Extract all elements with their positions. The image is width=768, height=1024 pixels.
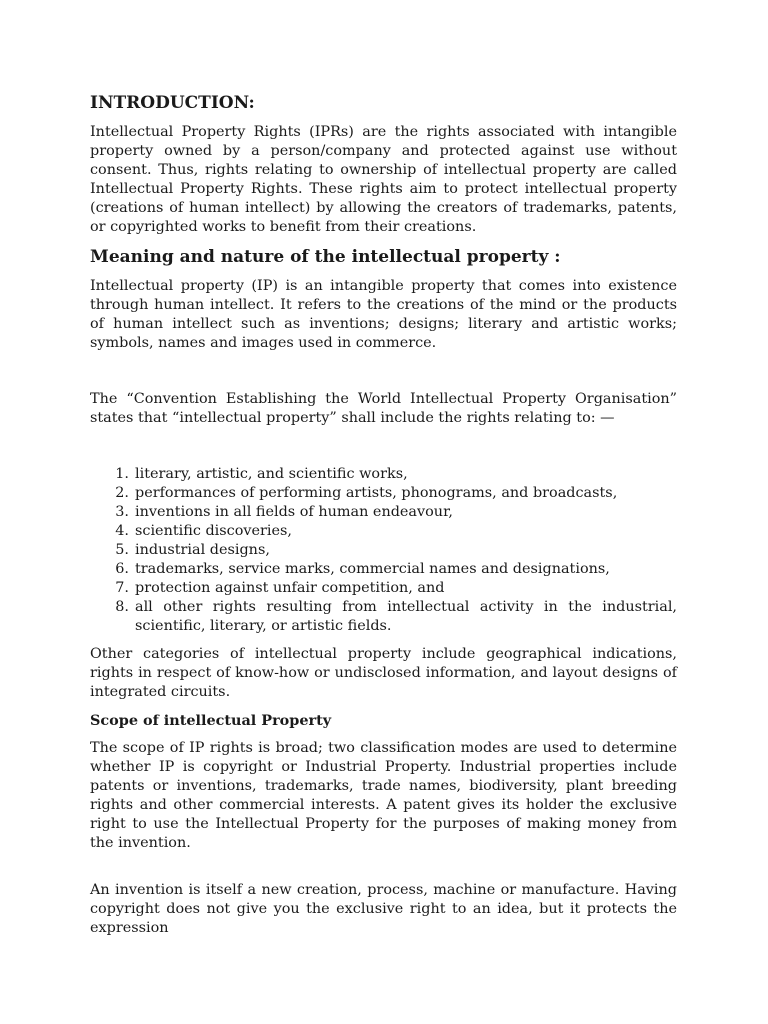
list-item-number: 6. xyxy=(115,561,129,577)
document-page xyxy=(90,92,677,947)
invention-paragraph: An invention is itself a new creation, process, machine or manufacture. Having copyright does not give you the exclusive right to an idea, but it protects the expression xyxy=(90,882,677,936)
list-item-number: 5. xyxy=(115,542,129,558)
list-item xyxy=(90,598,677,636)
scope-paragraph: The scope of IP rights is broad; two classification modes are used to determine whether IP is copyright or Industrial Property. Industrial properties include patents or inventions, trademarks, trade names, biodiversity, plant breeding rights and other commercial interests. A patent gives its holder the exclusive right to use the Intellectual Property for the purposes of making money from the invention. xyxy=(90,740,677,851)
list-item xyxy=(90,522,677,541)
list-item-text: all other rights resulting from intellectual activity in the industrial, scientific, literary, or artistic fields. xyxy=(135,599,677,634)
spacer xyxy=(90,437,677,465)
list-item-text: inventions in all fields of human endeavour, xyxy=(135,504,453,520)
list-item xyxy=(90,579,677,598)
list-item xyxy=(90,465,677,484)
intro-paragraph: Intellectual Property Rights (IPRs) are the rights associated with intangible property owned by a person/company and protected against use without consent. Thus, rights relating to ownership of intellectual property are called Intellectual Property Rights. These rights aim to protect intellectual property (creations of human intellect) by allowing the creators of trademarks, patents, or copyrighted works to benefit from their creations. xyxy=(90,124,677,235)
convention-paragraph: The “Convention Establishing the World Intellectual Property Organisation” states that “intellectual property” shall include the rights relating to: — xyxy=(90,391,677,426)
meaning-paragraph: Intellectual property (IP) is an intangible property that comes into existence through human intellect. It refers to the creations of the mind or the products of human intellect such as inventions; designs; literary and artistic works; symbols, names and images used in commerce. xyxy=(90,278,677,351)
list-item-number: 7. xyxy=(115,580,129,596)
list-item xyxy=(90,503,677,522)
spacer xyxy=(90,362,677,390)
list-item-text: protection against unfair competition, and xyxy=(135,580,445,596)
list-item-text: literary, artistic, and scientific works, xyxy=(135,466,408,482)
list-item-number: 3. xyxy=(115,504,129,520)
list-item-number: 2. xyxy=(115,485,129,501)
other-categories-paragraph: Other categories of intellectual property include geographical indications, rights in respect of know-how or undisclosed information, and layout designs of integrated circuits. xyxy=(90,646,677,700)
list-item-text: performances of performing artists, phonograms, and broadcasts, xyxy=(135,485,618,501)
list-item-text: industrial designs, xyxy=(135,542,270,558)
rights-list xyxy=(90,465,677,636)
intro-heading: INTRODUCTION: xyxy=(90,93,255,113)
list-item xyxy=(90,541,677,560)
list-item xyxy=(90,484,677,503)
meaning-heading: Meaning and nature of the intellectual property : xyxy=(90,247,561,267)
list-item-text: scientific discoveries, xyxy=(135,523,292,539)
scope-heading: Scope of intellectual Property xyxy=(90,712,332,729)
list-item xyxy=(90,560,677,579)
list-item-number: 1. xyxy=(115,466,129,482)
list-item-text: trademarks, service marks, commercial names and designations, xyxy=(135,561,610,577)
spacer xyxy=(90,862,677,881)
list-item-number: 4. xyxy=(115,523,129,539)
list-item-number: 8. xyxy=(115,599,129,615)
